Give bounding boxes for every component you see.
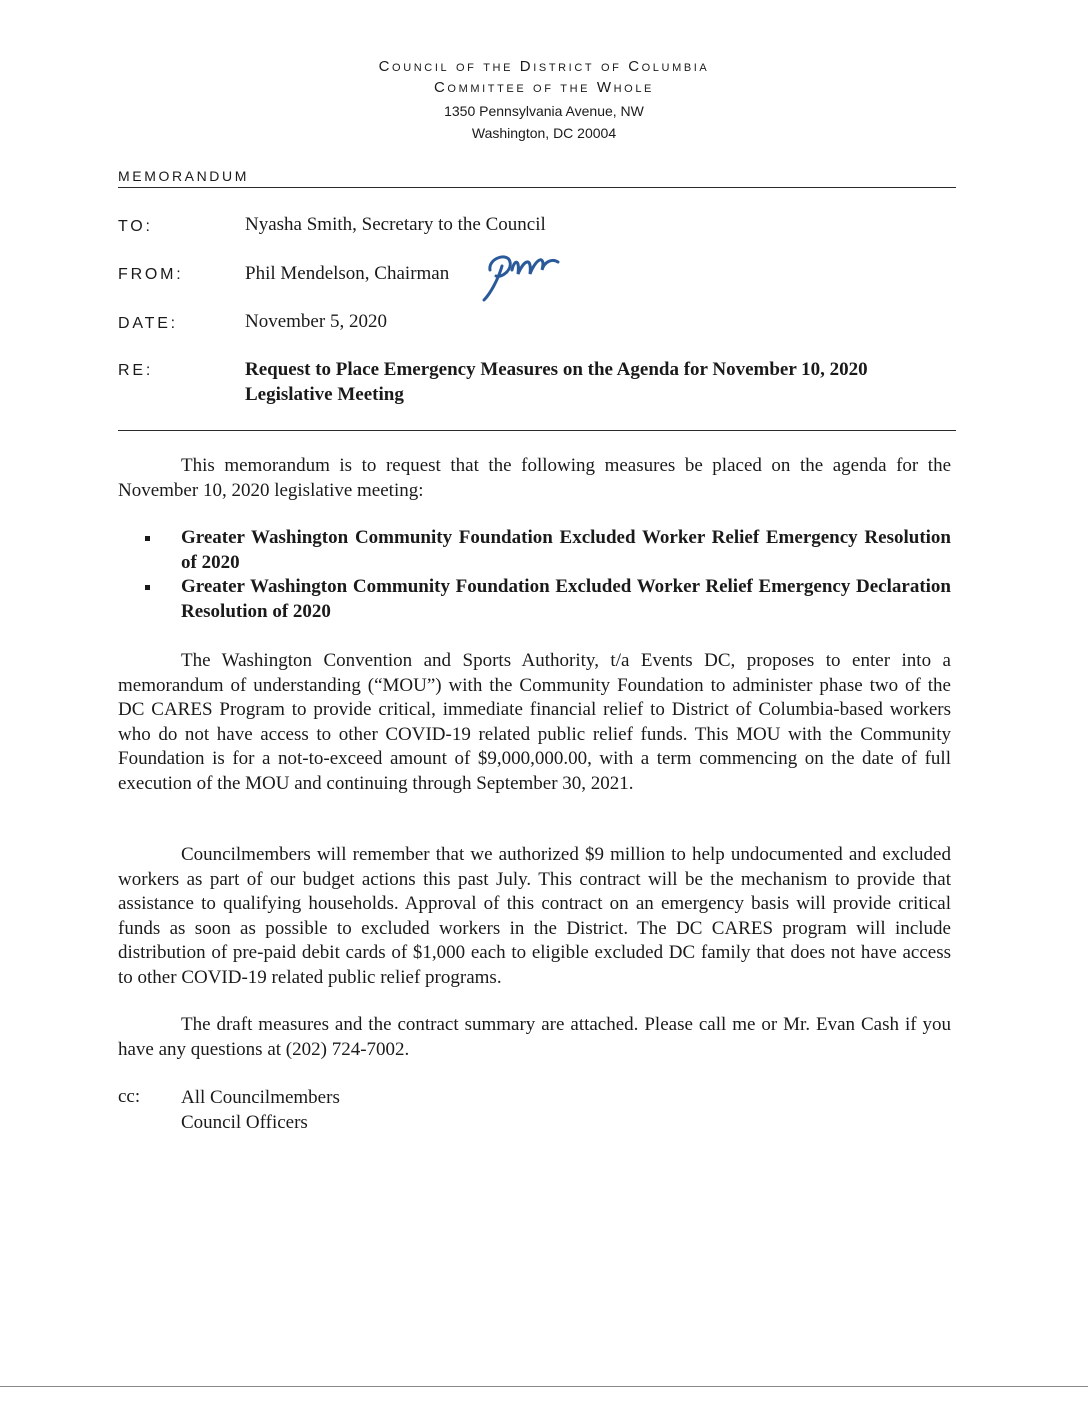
mou-paragraph: The Washington Convention and Sports Authority, t/a Events DC, proposes to enter into a memorandum of understanding (“MOU”) with the Community Foundation to administer phase two of the DC CARES Program to provide critical, immediate financial relief to District of Columbia-based workers who do not have access to other COVID-19 related public relief funds. This MOU with the Community Foundation is for a not-to-exceed amount of $9,000,000.00, with a term commencing on the date of full execution of the MOU and continuing through September 30, 2021. (118, 650, 951, 794)
from-label: FROM: (118, 266, 184, 283)
re-subject: Request to Place Emergency Measures on the Agenda for November 10, 2020 Legislative Meeting (245, 359, 868, 405)
cc-label: cc: (118, 1086, 141, 1107)
letterhead-committee: Committee of the Whole (434, 79, 654, 96)
date-label: DATE: (118, 315, 178, 332)
from-value: Phil Mendelson, Chairman (245, 263, 450, 284)
header-top-rule (118, 187, 956, 188)
measure-title: Greater Washington Community Foundation Excluded Worker Relief Emergency Resolution of 2020 (181, 527, 951, 573)
measure-title: Greater Washington Community Foundation Excluded Worker Relief Emergency Declaration Resolution of 2020 (181, 576, 951, 622)
list-item (145, 526, 951, 575)
cc-recipient: All Councilmembers (181, 1087, 340, 1108)
cc-recipients (181, 1086, 340, 1135)
letterhead-council: Council of the District of Columbia (378, 58, 710, 75)
bullet-icon (145, 585, 150, 590)
authorization-paragraph: Councilmembers will remember that we authorized $9 million to help undocumented and excluded workers as part of our budget actions this past July. This contract will be the mechanism to provide that assistance to qualifying households. Approval of this contract on an emergency basis will provide critical funds as soon as possible to excluded workers in the District. The DC CARES program will include distribution of pre-paid debit cards of $1,000 each to eligible excluded DC family that does not have access to other COVID-19 related public relief programs. (118, 844, 951, 988)
memo-heading: MEMORANDUM (118, 168, 249, 184)
page-bottom-rule (0, 1386, 1088, 1387)
to-label: TO: (118, 218, 153, 235)
to-value: Nyasha Smith, Secretary to the Council (245, 214, 546, 235)
intro-paragraph: This memorandum is to request that the following measures be placed on the agenda for the November 10, 2020 legislative meeting: (118, 455, 951, 501)
contact-paragraph: The draft measures and the contract summary are attached. Please call me or Mr. Evan Cash if you have any questions at (202) 724-7002. (118, 1014, 951, 1060)
measures-list (145, 526, 951, 624)
signature (478, 244, 568, 306)
list-item (145, 575, 951, 624)
letterhead-address: 1350 Pennsylvania Avenue, NW (444, 103, 644, 119)
header-bottom-rule (118, 430, 956, 431)
date-value: November 5, 2020 (245, 311, 387, 332)
cc-recipient: Council Officers (181, 1111, 308, 1133)
bullet-icon (145, 536, 150, 541)
re-label: RE: (118, 362, 154, 379)
letterhead-city: Washington, DC 20004 (471, 125, 617, 141)
